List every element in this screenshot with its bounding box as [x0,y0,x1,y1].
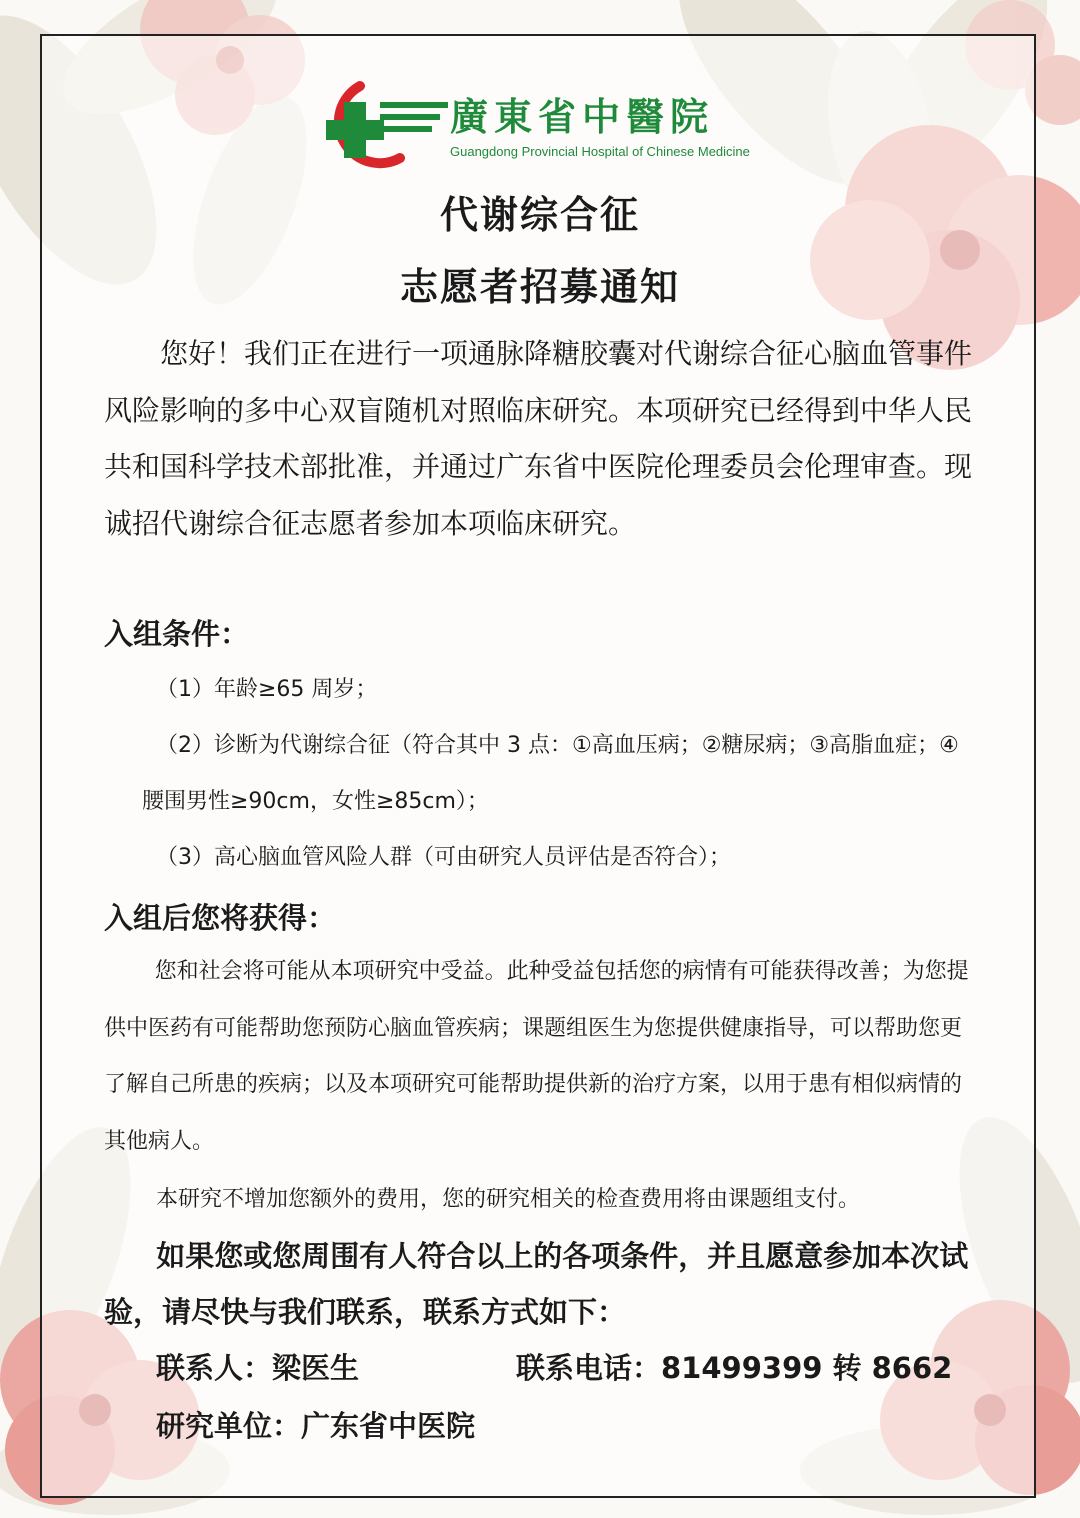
contact-person: 联系人：梁医生 [156,1351,360,1385]
invitation-text: 如果您或您周围有人符合以上的各项条件，并且愿意参加本次试验，请尽快与我们联系，联系方式如下： [104,1239,969,1329]
contact-phone: 联系电话：81499399 转 8662 [516,1351,953,1385]
criteria-item: （1）年龄≥65 周岁； [156,677,378,702]
page-title: 代谢综合征 [439,193,640,237]
criteria-item: （3）高心脑血管风险人群（可由研究人员评估是否符合）； [156,845,731,870]
hospital-name: 廣東省中醫院 [450,94,715,139]
benefits-heading: 入组后您将获得： [104,901,337,935]
fee-note: 本研究不增加您额外的费用，您的研究相关的检查费用将由课题组支付。 [156,1187,861,1212]
benefits-paragraph: 您和社会将可能从本项研究中受益。此种受益包括您的病情有可能获得改善；为您提供中医药有可能帮助您预防心脑血管疾病；课题组医生为您提供健康指导，可以帮助您更了解自己所患的疾病；以及本项研究可能帮助提供新的治疗方案，以用于患有相似病情的其他病人。 [104,959,969,1154]
criteria-heading: 入组条件： [104,617,250,651]
criteria-item: （2）诊断为代谢综合征（符合其中 3 点：①高血压病；②糖尿病；③高脂血症；④腰围男性≥90cm，女性≥85cm）； [142,733,959,814]
hospital-name-en: Guangdong Provincial Hospital of Chinese Medicine [450,144,750,159]
intro-paragraph: 您好！我们正在进行一项通脉降糖胶囊对代谢综合征心脑血管事件风险影响的多中心双盲随机对照临床研究。本项研究已经得到中华人民共和国科学技术部批准，并通过广东省中医院伦理委员会伦理审查。现诚招代谢综合征志愿者参加本项临床研究。 [104,337,973,540]
hospital-logo [308,78,808,170]
page-subtitle: 志愿者招募通知 [399,265,680,309]
hospital-emblem-icon [308,78,448,170]
research-unit: 研究单位：广东省中医院 [156,1409,476,1443]
